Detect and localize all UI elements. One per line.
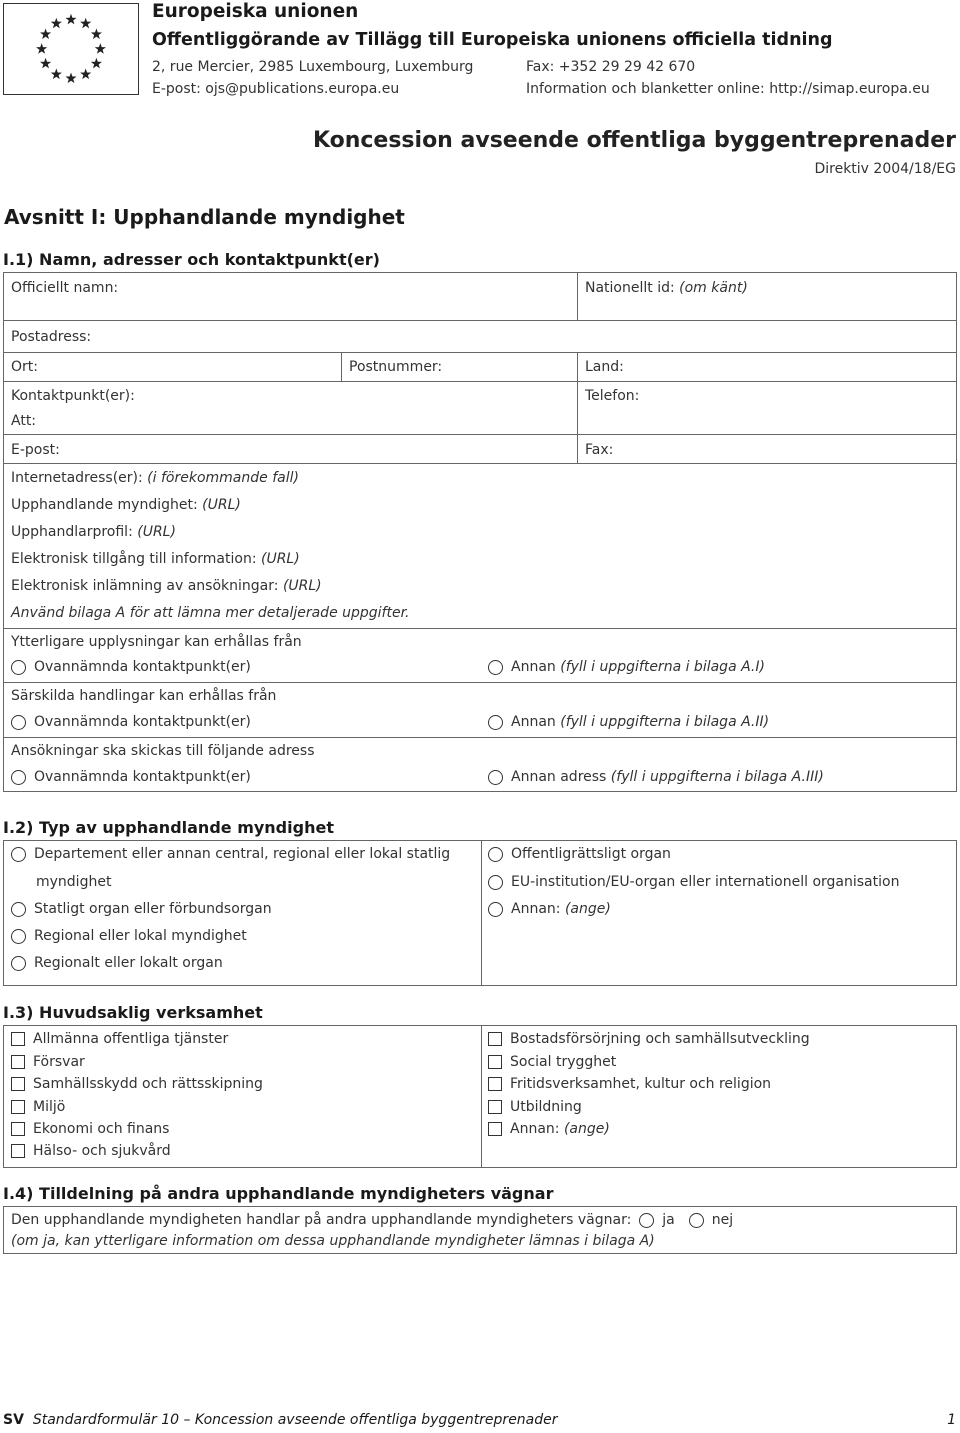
- att-label: Att:: [11, 413, 37, 429]
- no-label: nej: [711, 1212, 734, 1228]
- star-icon: [80, 18, 91, 29]
- applications-above-option[interactable]: Ovannämnda kontaktpunkt(er): [11, 769, 251, 785]
- header-info: Information och blanketter online: http://simap.europa.eu: [526, 81, 930, 97]
- star-icon: [40, 28, 51, 39]
- star-icon: [65, 14, 76, 25]
- footer-form-name: Standardformulär 10 – Koncession avseende offentliga byggentreprenader: [32, 1412, 558, 1428]
- email-label: E-post:: [11, 442, 60, 458]
- radio-icon[interactable]: [11, 715, 26, 730]
- checkbox-icon[interactable]: [11, 1032, 25, 1046]
- form-title: Koncession avseende offentliga byggentreprenader: [312, 128, 956, 153]
- annex-note: Använd bilaga A för att lämna mer detaljerade uppgifter.: [11, 605, 410, 621]
- activity-environment[interactable]: Miljö: [11, 1099, 65, 1115]
- on-behalf-note: (om ja, kan ytterligare information om dessa upphandlande myndigheter lämnas i bilaga A): [11, 1233, 655, 1249]
- publication-title: Offentliggörande av Tillägg till Europeiska unionens officiella tidning: [152, 30, 833, 50]
- on-behalf-row: [11, 1212, 733, 1228]
- authority-url-label: Upphandlande myndighet:: [11, 497, 198, 513]
- authority-type-regional-agency[interactable]: Regionalt eller lokalt organ: [11, 955, 223, 971]
- star-icon: [40, 58, 51, 69]
- radio-icon[interactable]: [488, 715, 503, 730]
- checkbox-icon[interactable]: [488, 1100, 502, 1114]
- authority-type-regional-authority[interactable]: Regional eller lokal myndighet: [11, 928, 247, 944]
- eu-name: Europeiska unionen: [152, 1, 359, 22]
- radio-icon[interactable]: [11, 847, 26, 862]
- checkbox-icon[interactable]: [488, 1055, 502, 1069]
- star-icon: [51, 69, 62, 80]
- radio-icon[interactable]: [488, 875, 503, 890]
- national-id-note: (om känt): [679, 280, 748, 296]
- footer: [3, 1412, 558, 1428]
- section-i1-title: I.1) Namn, adresser och kontaktpunkt(er): [3, 250, 380, 269]
- authority-type-ministry[interactable]: Departement eller annan central, regional eller lokal statlig: [11, 846, 450, 862]
- national-id-label: Nationellt id:: [585, 280, 675, 296]
- section-i2-title: I.2) Typ av upphandlande myndighet: [3, 818, 334, 837]
- contact-points-label: Kontaktpunkt(er):: [11, 388, 135, 404]
- more-info-other-option[interactable]: Annan (fyll i uppgifterna i bilaga A.I): [488, 659, 765, 675]
- buyer-profile-label: Upphandlarprofil:: [11, 524, 133, 540]
- activity-social-protection[interactable]: Social trygghet: [488, 1054, 616, 1070]
- internet-label: Internetadress(er):: [11, 470, 143, 486]
- radio-icon[interactable]: [488, 770, 503, 785]
- section-title: Avsnitt I: Upphandlande myndighet: [4, 205, 405, 229]
- activity-recreation[interactable]: Fritidsverksamhet, kultur och religion: [488, 1076, 771, 1092]
- radio-icon[interactable]: [488, 660, 503, 675]
- applications-label: Ansökningar ska skickas till följande adress: [11, 743, 315, 759]
- authority-type-national-agency[interactable]: Statligt organ eller förbundsorgan: [11, 901, 272, 917]
- header-address: 2, rue Mercier, 2985 Luxembourg, Luxemburg: [152, 59, 474, 75]
- activity-public-order[interactable]: Samhällsskydd och rättsskipning: [11, 1076, 263, 1092]
- yes-label: ja: [662, 1212, 675, 1228]
- checkbox-icon[interactable]: [488, 1032, 502, 1046]
- docs-other-option[interactable]: Annan (fyll i uppgifterna i bilaga A.II): [488, 714, 769, 730]
- docs-label: Särskilda handlingar kan erhållas från: [11, 688, 277, 704]
- e-access-label: Elektronisk tillgång till information:: [11, 551, 257, 567]
- internet-note: (i förekommande fall): [147, 470, 299, 486]
- radio-icon[interactable]: [11, 929, 26, 944]
- footer-lang: SV: [3, 1412, 24, 1428]
- activity-health[interactable]: Hälso- och sjukvård: [11, 1143, 171, 1159]
- checkbox-icon[interactable]: [488, 1077, 502, 1091]
- star-icon: [91, 58, 102, 69]
- docs-above-option[interactable]: Ovannämnda kontaktpunkt(er): [11, 714, 251, 730]
- star-icon: [51, 18, 62, 29]
- checkbox-icon[interactable]: [488, 1122, 502, 1136]
- authority-type-public-law-body[interactable]: Offentligrättsligt organ: [488, 846, 671, 862]
- postal-address-label: Postadress:: [11, 329, 92, 345]
- activity-other[interactable]: Annan: (ange): [488, 1121, 610, 1137]
- radio-icon[interactable]: [11, 770, 26, 785]
- activity-defence[interactable]: Försvar: [11, 1054, 85, 1070]
- header-fax: Fax: +352 29 29 42 670: [526, 59, 696, 75]
- checkbox-icon[interactable]: [11, 1055, 25, 1069]
- star-icon: [65, 72, 76, 83]
- authority-type-eu-institution[interactable]: EU-institution/EU-organ eller internationell organisation: [488, 874, 899, 890]
- star-icon: [91, 28, 102, 39]
- no-radio[interactable]: [689, 1213, 704, 1228]
- checkbox-icon[interactable]: [11, 1077, 25, 1091]
- activity-general-services[interactable]: Allmänna offentliga tjänster: [11, 1031, 228, 1047]
- applications-other-option[interactable]: Annan adress (fyll i uppgifterna i bilaga A.III): [488, 769, 824, 785]
- radio-icon[interactable]: [11, 902, 26, 917]
- activity-economic[interactable]: Ekonomi och finans: [11, 1121, 169, 1137]
- checkbox-icon[interactable]: [11, 1144, 25, 1158]
- on-behalf-question: Den upphandlande myndigheten handlar på andra upphandlande myndigheters vägnar:: [11, 1212, 632, 1228]
- more-info-label: Ytterligare upplysningar kan erhållas från: [11, 634, 302, 650]
- radio-icon[interactable]: [11, 956, 26, 971]
- official-name-label: Officiellt namn:: [11, 280, 119, 296]
- activity-housing[interactable]: Bostadsförsörjning och samhällsutveckling: [488, 1031, 810, 1047]
- header-email: E-post: ojs@publications.europa.eu: [152, 81, 400, 97]
- postcode-label: Postnummer:: [349, 359, 443, 375]
- star-icon: [36, 43, 47, 54]
- page-number: 1: [947, 1412, 956, 1428]
- fax-label: Fax:: [585, 442, 614, 458]
- section-i3-title: I.3) Huvudsaklig verksamhet: [3, 1003, 263, 1022]
- phone-label: Telefon:: [585, 388, 640, 404]
- directive: Direktiv 2004/18/EG: [814, 161, 956, 177]
- authority-type-ministry-cont: myndighet: [36, 874, 112, 890]
- yes-radio[interactable]: [639, 1213, 654, 1228]
- checkbox-icon[interactable]: [11, 1122, 25, 1136]
- section-i4-title: I.4) Tilldelning på andra upphandlande myndigheters vägnar: [3, 1184, 554, 1203]
- star-icon: [80, 69, 91, 80]
- radio-icon[interactable]: [11, 660, 26, 675]
- e-submission-label: Elektronisk inlämning av ansökningar:: [11, 578, 279, 594]
- city-label: Ort:: [11, 359, 38, 375]
- eu-stars-icon: [4, 4, 138, 94]
- radio-icon[interactable]: [488, 847, 503, 862]
- checkbox-icon[interactable]: [11, 1100, 25, 1114]
- country-label: Land:: [585, 359, 624, 375]
- eu-flag-logo: [3, 3, 139, 95]
- authority-type-other[interactable]: Annan: (ange): [488, 901, 611, 917]
- radio-icon[interactable]: [488, 902, 503, 917]
- more-info-above-option[interactable]: Ovannämnda kontaktpunkt(er): [11, 659, 251, 675]
- star-icon: [95, 43, 106, 54]
- activity-education[interactable]: Utbildning: [488, 1099, 582, 1115]
